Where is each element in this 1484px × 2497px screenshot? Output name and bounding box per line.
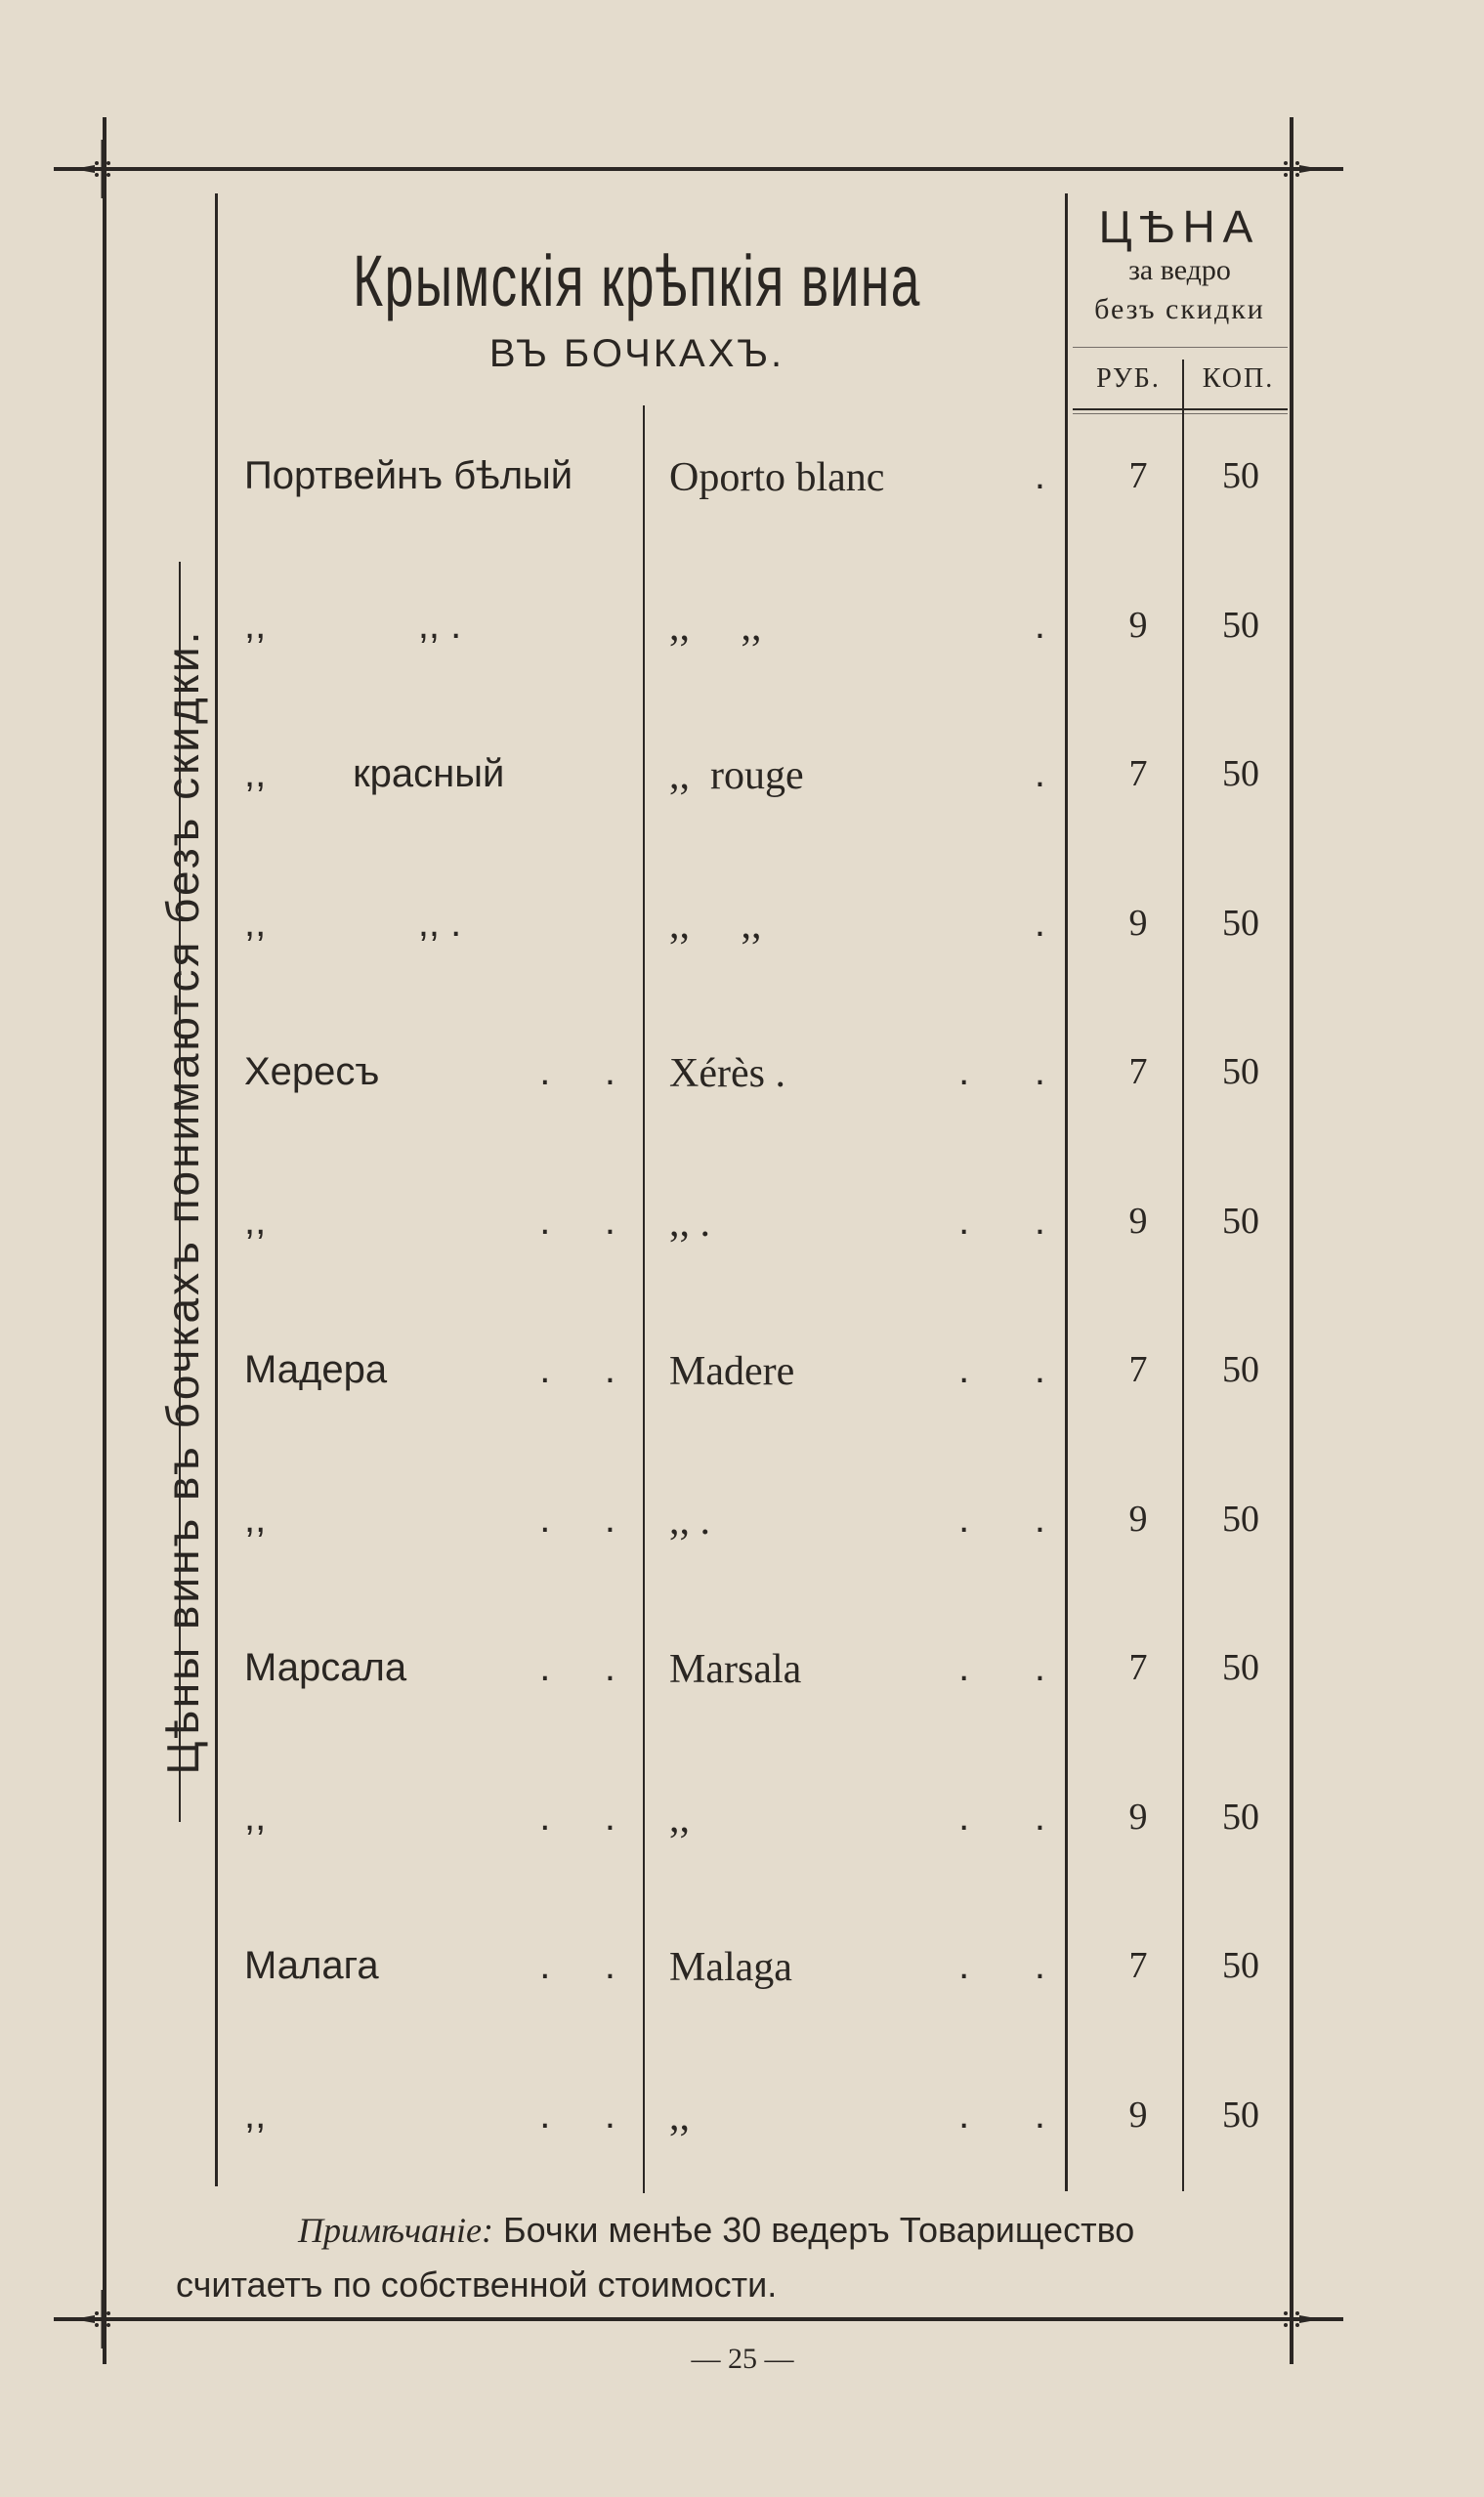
leader-dots-ru: . . <box>539 2093 615 2137</box>
table-row <box>0 1498 1484 1566</box>
price-header-note: безъ скидки <box>1094 293 1265 325</box>
wine-name-ru: ,, ,, . <box>244 901 462 945</box>
price-rub: 9 <box>1128 1796 1148 1838</box>
price-rub: 9 <box>1128 1498 1148 1540</box>
leader-dots-ru: . . <box>539 1795 615 1839</box>
leader-dots-fr: . . <box>958 1050 1045 1093</box>
price-kop: 50 <box>1222 604 1259 646</box>
wine-name-fr: Oporto blanc <box>669 455 885 500</box>
wine-name-ru: ,, красный <box>244 752 505 795</box>
wine-name-fr: Malaga <box>669 1945 792 1990</box>
column-header-kop: КОП. <box>1202 363 1275 394</box>
price-head-double-rule-2 <box>1073 413 1288 414</box>
price-kop: 50 <box>1222 1349 1259 1390</box>
wine-name-ru: ,, <box>244 1795 267 1839</box>
wine-name-fr: ,, <box>669 1796 690 1841</box>
leader-dots-ru: . . <box>539 1497 615 1541</box>
side-note: Цѣны винъ въ бочкахъ понимаются безъ скидки. <box>157 628 208 1775</box>
price-rub: 9 <box>1128 2094 1148 2136</box>
footnote-lead: Примѣчаніе: <box>298 2211 493 2250</box>
wine-name-ru: ,, ,, . <box>244 603 462 647</box>
price-rub: 7 <box>1128 753 1148 794</box>
name-divider-rule <box>643 405 645 2193</box>
leader-dots-ru: . . <box>539 1348 615 1391</box>
price-kop: 50 <box>1222 1796 1259 1838</box>
table-row <box>0 604 1484 672</box>
table-row <box>0 1646 1484 1714</box>
price-rub: 7 <box>1128 1647 1148 1688</box>
wine-name-fr: ,, ,, <box>669 902 762 948</box>
table-row <box>0 1348 1484 1417</box>
leader-dots-fr: . . <box>958 1199 1045 1243</box>
wine-name-fr: Marsala <box>669 1647 802 1692</box>
table-row <box>0 1944 1484 2012</box>
table-row <box>0 1796 1484 1864</box>
wine-name-ru: Мадера <box>244 1348 388 1391</box>
leader-dots-ru: . . <box>539 1050 615 1093</box>
wine-name-ru: Малага <box>244 1944 379 1987</box>
frame-bottom-rule <box>54 2317 1343 2321</box>
page-subtitle: ВЪ БОЧКАХЪ. <box>488 332 785 375</box>
price-kop: 50 <box>1222 1200 1259 1242</box>
price-head-underline <box>1073 347 1288 348</box>
footnote-text-line1: Бочки менѣе 30 ведеръ Товарищество <box>503 2210 1135 2250</box>
corner-ornament-bottom-right <box>1262 2290 1321 2349</box>
leader-dots-fr: . . <box>958 2093 1045 2137</box>
leader-dots-ru: . . <box>539 1646 615 1689</box>
table-row <box>0 454 1484 523</box>
wine-name-fr: ,, . <box>669 1200 710 1246</box>
corner-ornament-top-right <box>1262 140 1321 198</box>
table-row <box>0 752 1484 821</box>
price-kop: 50 <box>1222 753 1259 794</box>
wine-name-ru: ,, <box>244 2093 267 2137</box>
wine-name-ru: ,, <box>244 1497 267 1541</box>
price-kop: 50 <box>1222 902 1259 944</box>
wine-name-fr: ,, . <box>669 1498 710 1544</box>
price-rub: 9 <box>1128 902 1148 944</box>
wine-name-fr: ,, ,, <box>669 604 762 650</box>
leader-dots-fr: . <box>1034 752 1045 795</box>
price-kop: 50 <box>1222 1945 1259 1986</box>
price-kop: 50 <box>1222 2094 1259 2136</box>
price-head-double-rule <box>1073 408 1288 410</box>
wine-name-fr: Madere <box>669 1349 795 1394</box>
price-kop: 50 <box>1222 1498 1259 1540</box>
price-rub: 7 <box>1128 455 1148 496</box>
column-header-rub: РУБ. <box>1096 363 1161 394</box>
price-kop: 50 <box>1222 455 1259 496</box>
price-rub: 7 <box>1128 1051 1148 1092</box>
footnote-text-line2: считаетъ по собственной стоимости. <box>176 2264 778 2305</box>
table-row <box>0 2094 1484 2162</box>
leader-dots-ru: . . <box>539 1944 615 1987</box>
wine-name-fr: Xérès . <box>669 1051 785 1096</box>
price-rub: 7 <box>1128 1945 1148 1986</box>
page-number: — 25 — <box>691 2343 794 2375</box>
leader-dots-fr: . . <box>958 1497 1045 1541</box>
price-header-unit: за ведро <box>1128 254 1231 286</box>
frame-top-rule <box>54 167 1343 171</box>
price-rub: 9 <box>1128 1200 1148 1242</box>
leader-dots-fr: . . <box>958 1795 1045 1839</box>
table-row <box>0 1050 1484 1119</box>
table-row <box>0 902 1484 970</box>
wine-name-ru: Марсала <box>244 1646 407 1689</box>
price-kop: 50 <box>1222 1647 1259 1688</box>
wine-name-ru: Портвейнъ бѣлый <box>244 454 573 497</box>
leader-dots-fr: . <box>1034 901 1045 945</box>
price-rub: 7 <box>1128 1349 1148 1390</box>
page-title: Крымскія крѣпкія вина <box>353 240 921 321</box>
leader-dots-fr: . . <box>958 1944 1045 1987</box>
leader-dots-fr: . <box>1034 603 1045 647</box>
corner-ornament-bottom-left <box>73 2290 132 2349</box>
price-rub: 9 <box>1128 604 1148 646</box>
wine-name-fr: ,, <box>669 2094 690 2139</box>
price-kop: 50 <box>1222 1051 1259 1092</box>
leader-dots-fr: . <box>1034 454 1045 497</box>
wine-name-fr: ,, rouge <box>669 753 804 798</box>
wine-name-ru: ,, <box>244 1199 267 1243</box>
leader-dots-fr: . . <box>958 1348 1045 1391</box>
leader-dots-ru: . . <box>539 1199 615 1243</box>
table-row <box>0 1200 1484 1268</box>
corner-ornament-top-left <box>73 140 132 198</box>
leader-dots-fr: . . <box>958 1646 1045 1689</box>
wine-name-ru: Хересъ <box>244 1050 380 1093</box>
footnote <box>176 2203 1270 2312</box>
price-header-title: ЦѢНА <box>1098 201 1261 252</box>
